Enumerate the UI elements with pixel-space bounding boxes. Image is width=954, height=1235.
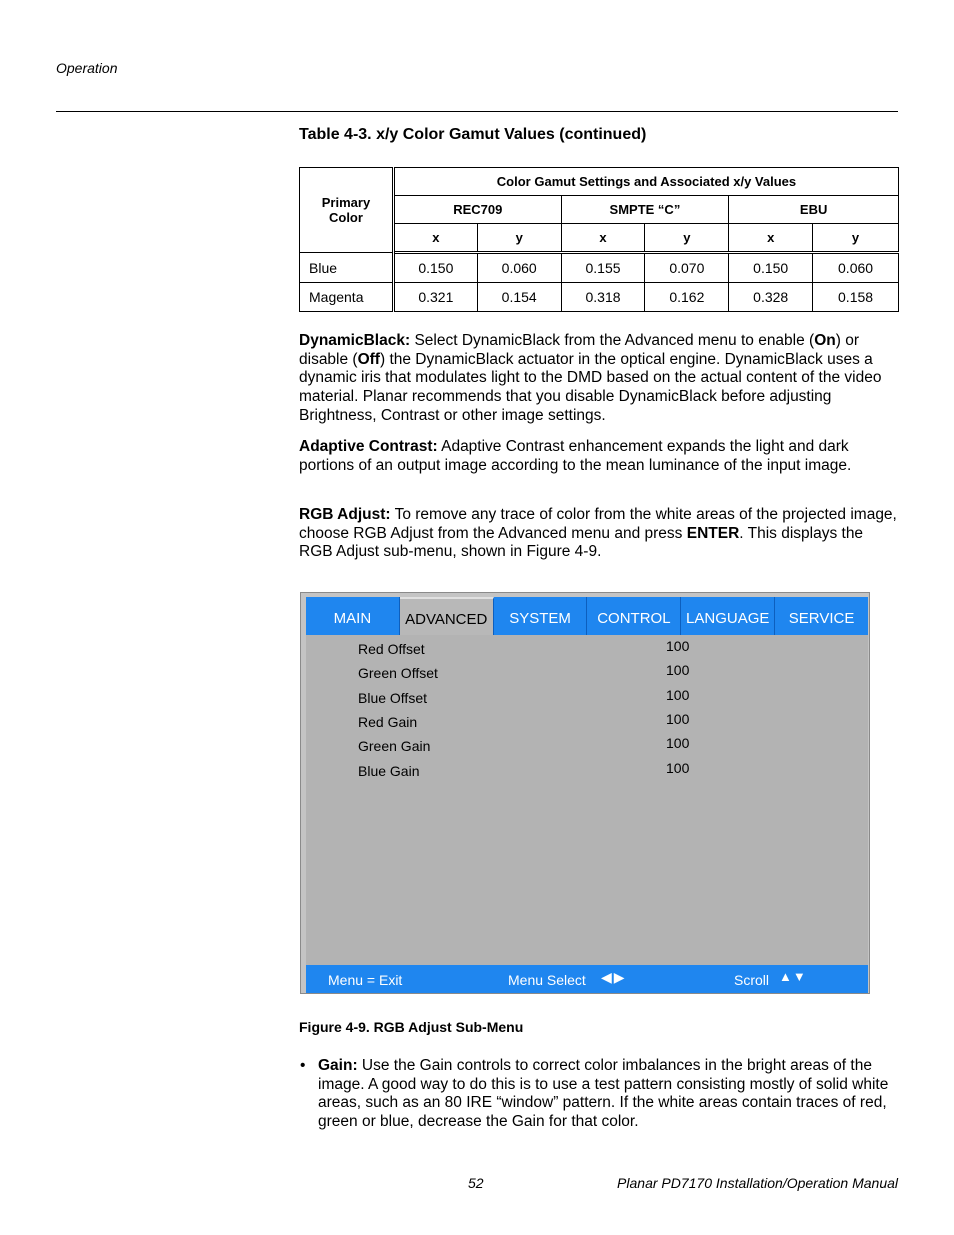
- row-name: Blue: [300, 253, 394, 283]
- menu-item-label: Green Gain: [358, 738, 431, 754]
- row-name: Magenta: [300, 283, 394, 312]
- adaptive-contrast-text: Adaptive Contrast enhancement expands the light and dark portions of an output image according to the mean luminance of the input image.: [299, 438, 852, 474]
- page-header-section: Operation: [56, 60, 118, 76]
- table-cell: 0.158: [813, 283, 899, 312]
- table-cell: 0.150: [393, 253, 477, 283]
- rgb-adjust-paragraph: [299, 506, 899, 562]
- table-cell: 0.318: [561, 283, 645, 312]
- header-rule: [56, 111, 898, 112]
- dynamic-black-text: ) or disable (: [299, 332, 859, 368]
- gain-paragraph: [318, 1057, 898, 1132]
- standard-header-rec709: REC709: [393, 196, 561, 224]
- tab-advanced[interactable]: ADVANCED: [400, 597, 494, 635]
- y-header: y: [477, 224, 561, 253]
- menu-item-value: 100: [666, 687, 690, 703]
- menu-item-red-offset[interactable]: [358, 638, 758, 660]
- figure-caption: Figure 4-9. RGB Adjust Sub-Menu: [299, 1019, 524, 1035]
- adaptive-contrast-paragraph: [299, 438, 899, 475]
- standard-header-smpte-c: SMPTE “C”: [561, 196, 729, 224]
- dynamic-black-term: DynamicBlack:: [299, 332, 411, 349]
- on-label: On: [814, 332, 836, 349]
- menu-item-blue-offset[interactable]: [358, 687, 758, 709]
- adaptive-contrast-term: Adaptive Contrast:: [299, 438, 438, 455]
- table-cell: 0.321: [393, 283, 477, 312]
- menu-item-value: 100: [666, 711, 690, 727]
- status-menu-exit: Menu = Exit: [328, 972, 403, 988]
- menu-item-value: 100: [666, 662, 690, 678]
- table-cell: 0.150: [729, 253, 813, 283]
- standard-header-ebu: EBU: [729, 196, 899, 224]
- color-gamut-table: [299, 167, 899, 312]
- bullet-icon: •: [300, 1057, 306, 1074]
- status-scroll: Scroll: [734, 972, 770, 988]
- status-menu-select: Menu Select: [508, 972, 586, 988]
- menu-item-label: Blue Offset: [358, 690, 428, 706]
- tab-main[interactable]: MAIN: [306, 597, 400, 635]
- table-cell: 0.162: [645, 283, 729, 312]
- y-header: y: [813, 224, 899, 253]
- manual-title: Planar PD7170 Installation/Operation Manual: [617, 1175, 898, 1191]
- menu-item-green-offset[interactable]: [358, 662, 758, 684]
- menu-item-label: Red Offset: [358, 641, 425, 657]
- menu-item-green-gain[interactable]: [358, 735, 758, 757]
- rgb-adjust-text: To remove any trace of color from the white areas of the projected image, choose RGB Adjust from the Advanced menu and press: [299, 506, 897, 542]
- left-right-arrows-icon: ◀▶: [601, 969, 627, 985]
- menu-item-value: 100: [666, 735, 690, 751]
- table-cell: 0.060: [477, 253, 561, 283]
- gain-term: Gain:: [318, 1057, 358, 1074]
- menu-item-label: Red Gain: [358, 714, 418, 730]
- rgb-adjust-term: RGB Adjust:: [299, 506, 391, 523]
- dynamic-black-paragraph: [299, 332, 899, 426]
- off-label: Off: [357, 350, 380, 368]
- menu-item-value: 100: [666, 638, 690, 654]
- menu-item-label: Blue Gain: [358, 763, 420, 779]
- table-cell: 0.154: [477, 283, 561, 312]
- tab-service[interactable]: SERVICE: [775, 597, 868, 635]
- primary-color-header: Primary Color: [300, 168, 394, 253]
- dynamic-black-text: Select DynamicBlack from the Advanced menu to enable (: [410, 332, 815, 349]
- x-header: x: [561, 224, 645, 253]
- table-cell: 0.070: [645, 253, 729, 283]
- tab-language[interactable]: LANGUAGE: [681, 597, 775, 635]
- osd-panel: [306, 597, 868, 991]
- x-header: x: [393, 224, 477, 253]
- gain-text: Use the Gain controls to correct color imbalances in the bright areas of the image. A good way to do this is to use a test pattern consisting mostly of solid white areas, such as an 80 IRE “window” pattern. If the white areas contain traces of red, green or blue, decrease the Gain for that color.: [318, 1057, 889, 1131]
- rgb-adjust-text: . This displays the RGB Adjust sub-menu, shown in Figure 4-9.: [299, 524, 864, 561]
- table-cell: 0.328: [729, 283, 813, 312]
- menu-item-label: Green Offset: [358, 665, 438, 681]
- y-header: y: [645, 224, 729, 253]
- table-cell: 0.060: [813, 253, 899, 283]
- table-cell: 0.155: [561, 253, 645, 283]
- menu-item-blue-gain[interactable]: [358, 760, 758, 782]
- osd-status-bar: [306, 965, 868, 993]
- table-row: [300, 253, 899, 283]
- tab-control[interactable]: CONTROL: [587, 597, 681, 635]
- page-number: 52: [468, 1175, 484, 1191]
- menu-item-value: 100: [666, 760, 690, 776]
- x-header: x: [729, 224, 813, 253]
- osd-tab-bar: [306, 597, 868, 635]
- up-down-arrows-icon: ▲▼: [779, 969, 807, 984]
- gamut-group-header: Color Gamut Settings and Associated x/y Values: [393, 168, 898, 196]
- table-caption: Table 4-3. x/y Color Gamut Values (continued): [299, 126, 647, 143]
- table-row: [300, 283, 899, 312]
- tab-system[interactable]: SYSTEM: [494, 597, 588, 635]
- menu-item-red-gain[interactable]: [358, 711, 758, 733]
- dynamic-black-text: ) the DynamicBlack actuator in the optical engine. DynamicBlack uses a dynamic iris that modulates light to the DMD based on the actual content of the video material. Planar recommends that you disable DynamicBlack before adjusting Brightness, Contrast or other image settings.: [299, 350, 882, 424]
- enter-key-label: ENTER: [686, 524, 740, 542]
- rgb-adjust-osd-menu: [300, 592, 870, 994]
